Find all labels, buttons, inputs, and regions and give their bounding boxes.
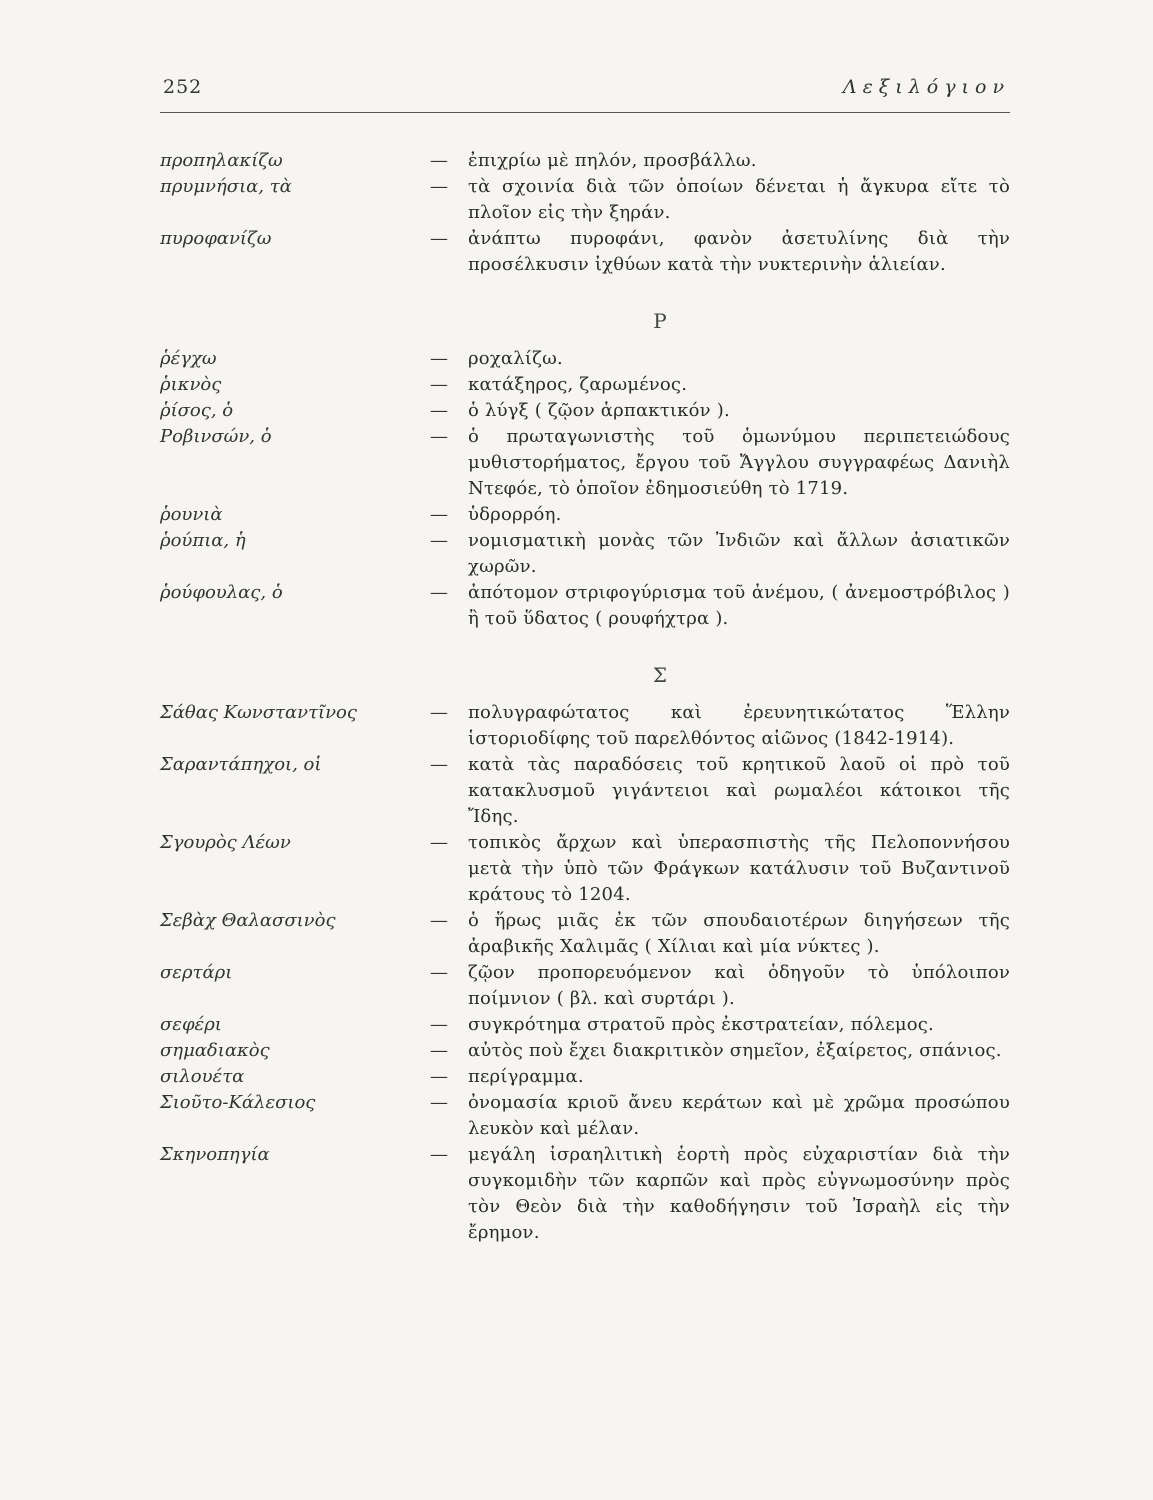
entry-definition: ὁ ἥρως μιᾶς ἐκ τῶν σπουδαιοτέρων διηγήσεων τῆς ἀραβικῆς Χαλιμᾶς ( Χίλιαι καὶ μία νύκτες ). bbox=[468, 910, 1010, 957]
entry-definition: ροχαλίζω. bbox=[468, 348, 563, 369]
entry-term: ῥούπια, ἡ bbox=[160, 530, 246, 551]
glossary-entry bbox=[160, 174, 1010, 226]
section-letter-sigma: Σ bbox=[652, 663, 668, 687]
glossary-entry bbox=[160, 398, 1010, 424]
glossary-entry bbox=[160, 346, 1010, 372]
entry-definition: συγκρότημα στρατοῦ πρὸς ἐκστρατείαν, πόλεμος. bbox=[468, 1014, 934, 1035]
entry-definition: τοπικὸς ἄρχων καὶ ὑπερασπιστὴς τῆς Πελοποννήσου μετὰ τὴν ὑπὸ τῶν Φράγκων κατάλυσιν τοῦ Βυζαντινοῦ κράτους τὸ 1204. bbox=[468, 832, 1010, 905]
entry-term: Σάθας Κωνσταντῖνος bbox=[160, 702, 357, 723]
entry-dash: — bbox=[430, 582, 448, 603]
section-letter-rho: Ρ bbox=[653, 309, 667, 333]
glossary-entry bbox=[160, 1012, 1010, 1038]
entry-dash: — bbox=[430, 754, 448, 775]
entry-term: Σκηνοπηγία bbox=[160, 1144, 270, 1165]
entry-definition: ὁ πρωταγωνιστὴς τοῦ ὁμωνύμου περιπετειώδους μυθιστορήματος, ἔργου τοῦ Ἄγγλου συγγραφέως Δανιὴλ Ντεφόε, τὸ ὁποῖον ἐδημοσιεύθη τὸ 1719. bbox=[468, 426, 1010, 499]
entry-definition: περίγραμμα. bbox=[468, 1066, 584, 1087]
entry-term: Σαραντάπηχοι, οἱ bbox=[160, 754, 322, 775]
glossary-entry bbox=[160, 960, 1010, 1012]
entry-term: ῥικνὸς bbox=[160, 374, 222, 395]
entry-dash: — bbox=[430, 150, 448, 171]
entry-dash: — bbox=[430, 400, 448, 421]
entry-dash: — bbox=[430, 910, 448, 931]
glossary-entry bbox=[160, 580, 1010, 632]
entry-definition: ἀπότομον στριφογύρισμα τοῦ ἀνέμου, ( ἀνεμοστρόβιλος ) ἢ τοῦ ὕδατος ( ρουφήχτρα ). bbox=[468, 582, 1010, 629]
entry-term: σημαδιακὸς bbox=[160, 1040, 270, 1061]
glossary-entry bbox=[160, 424, 1010, 502]
entry-definition: ἀνάπτω πυροφάνι, φανὸν ἀσετυλίνης διὰ τὴν προσέλκυσιν ἰχθύων κατὰ τὴν νυκτερινὴν ἁλιείαν. bbox=[468, 228, 1010, 275]
entry-dash: — bbox=[430, 1092, 448, 1113]
entry-dash: — bbox=[430, 702, 448, 723]
entry-term: σιλουέτα bbox=[160, 1066, 245, 1087]
header-rule bbox=[160, 112, 1010, 113]
glossary-entry bbox=[160, 908, 1010, 960]
entry-term: σερτάρι bbox=[160, 962, 233, 983]
page-header bbox=[160, 76, 1010, 116]
glossary-entry bbox=[160, 1064, 1010, 1090]
entry-definition: ζῷον προπορευόμενον καὶ ὁδηγοῦν τὸ ὑπόλοιπον ποίμνιον ( βλ. καὶ συρτάρι ). bbox=[468, 962, 1010, 1009]
entry-term: Σεβὰχ Θαλασσινὸς bbox=[160, 910, 336, 931]
entry-term: προπηλακίζω bbox=[160, 150, 283, 171]
entry-term: ῥίσος, ὁ bbox=[160, 400, 234, 421]
entry-dash: — bbox=[430, 228, 448, 249]
entry-term: πρυμνήσια, τὰ bbox=[160, 176, 292, 197]
page-number: 252 bbox=[163, 76, 203, 98]
glossary-entry bbox=[160, 502, 1010, 528]
entry-term: Ροβινσών, ὁ bbox=[160, 426, 272, 447]
entry-term: ῥούφουλας, ὁ bbox=[160, 582, 283, 603]
entry-definition: ὑδρορρόη. bbox=[468, 504, 562, 525]
glossary-entries bbox=[160, 148, 1010, 1246]
running-title: Λεξιλόγιον bbox=[842, 76, 1010, 98]
entry-definition: ὁ λύγξ ( ζῷον ἁρπακτικόν ). bbox=[468, 400, 730, 421]
glossary-entry bbox=[160, 1090, 1010, 1142]
entry-dash: — bbox=[430, 1066, 448, 1087]
entry-term: πυροφανίζω bbox=[160, 228, 272, 249]
glossary-entry bbox=[160, 752, 1010, 830]
entry-dash: — bbox=[430, 1014, 448, 1035]
entry-dash: — bbox=[430, 1040, 448, 1061]
entry-dash: — bbox=[430, 530, 448, 551]
entry-definition: μεγάλη ἰσραηλιτικὴ ἑορτὴ πρὸς εὐχαριστίαν διὰ τὴν συγκομιδὴν τῶν καρπῶν καὶ πρὸς εὐγνωμοσύνην πρὸς τὸν Θεὸν διὰ τὴν καθοδήγησιν τοῦ Ἰσραὴλ εἰς τὴν ἔρημον. bbox=[468, 1144, 1010, 1243]
entry-dash: — bbox=[430, 1144, 448, 1165]
entry-term: σεφέρι bbox=[160, 1014, 222, 1035]
entry-dash: — bbox=[430, 176, 448, 197]
entry-definition: νομισματικὴ μονὰς τῶν Ἰνδιῶν καὶ ἄλλων ἀσιατικῶν χωρῶν. bbox=[468, 530, 1010, 577]
glossary-entry bbox=[160, 830, 1010, 908]
entry-dash: — bbox=[430, 962, 448, 983]
entry-definition: κατάξηρος, ζαρωμένος. bbox=[468, 374, 688, 395]
entry-dash: — bbox=[430, 348, 448, 369]
entry-term: Σγουρὸς Λέων bbox=[160, 832, 291, 853]
entry-definition: ἐπιχρίω μὲ πηλόν, προσβάλλω. bbox=[468, 150, 757, 171]
entry-dash: — bbox=[430, 374, 448, 395]
entry-dash: — bbox=[430, 504, 448, 525]
glossary-entry bbox=[160, 1142, 1010, 1246]
glossary-entry bbox=[160, 528, 1010, 580]
entry-dash: — bbox=[430, 426, 448, 447]
glossary-entry bbox=[160, 700, 1010, 752]
entry-dash: — bbox=[430, 832, 448, 853]
glossary-entry bbox=[160, 1038, 1010, 1064]
entry-definition: τὰ σχοινία διὰ τῶν ὁποίων δένεται ἡ ἄγκυρα εἴτε τὸ πλοῖον εἰς τὴν ξηράν. bbox=[468, 176, 1010, 223]
entry-definition: ὀνομασία κριοῦ ἄνευ κεράτων καὶ μὲ χρῶμα προσώπου λευκὸν καὶ μέλαν. bbox=[468, 1092, 1010, 1139]
glossary-entry bbox=[160, 226, 1010, 278]
entry-definition: κατὰ τὰς παραδόσεις τοῦ κρητικοῦ λαοῦ οἱ πρὸ τοῦ κατακλυσμοῦ γιγάντειοι καὶ ρωμαλέοι κάτοικοι τῆς Ἴδης. bbox=[468, 754, 1010, 827]
entry-definition: πολυγραφώτατος καὶ ἐρευνητικώτατος Ἕλλην ἱστοριοδίφης τοῦ παρελθόντος αἰῶνος (1842-1914). bbox=[468, 702, 1010, 749]
entry-term: Σιοῦτο-Κάλεσιος bbox=[160, 1092, 316, 1113]
entry-term: ῥέγχω bbox=[160, 348, 217, 369]
entry-definition: αὐτὸς ποὺ ἔχει διακριτικὸν σημεῖον, ἐξαίρετος, σπάνιος. bbox=[468, 1040, 1002, 1061]
glossary-entry bbox=[160, 148, 1010, 174]
glossary-entry bbox=[160, 372, 1010, 398]
entry-term: ῥουνιὰ bbox=[160, 504, 223, 525]
